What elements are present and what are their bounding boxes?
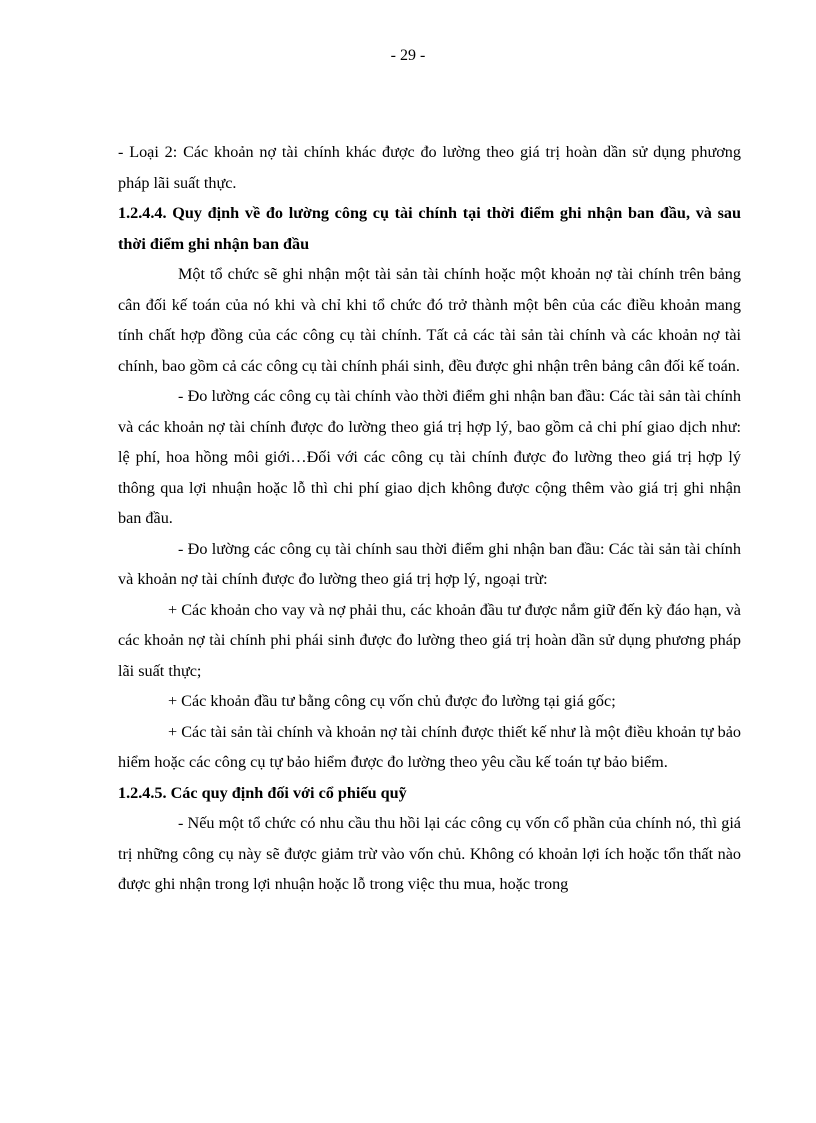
section-heading-1-2-4-5: 1.2.4.5. Các quy định đối với cổ phiếu quỹ	[118, 783, 407, 802]
list-item-equity-investments: + Các khoản đầu tư bằng công cụ vốn chủ được đo lường tại giá gốc;	[168, 692, 616, 710]
document-body	[118, 137, 741, 900]
list-item-hedging: + Các tài sản tài chính và khoản nợ tài chính được thiết kế như là một điều khoản tự bảo hiểm hoặc các công cụ tự bảo hiểm được đo lường theo yêu cầu kế toán tự bảo biểm.	[118, 722, 741, 771]
section-heading-1-2-4-4: 1.2.4.4. Quy định về đo lường công cụ tài chính tại thời điểm ghi nhận ban đầu, và sau thời điểm ghi nhận ban đầu	[118, 204, 741, 253]
paragraph-loai-2: - Loại 2: Các khoản nợ tài chính khác được đo lường theo giá trị hoàn dần sử dụng phương pháp lãi suất thực.	[118, 143, 741, 192]
paragraph-initial-measurement: - Đo lường các công cụ tài chính vào thời điểm ghi nhận ban đầu: Các tài sản tài chính và các khoản nợ tài chính được đo lường theo giá trị hợp lý, bao gồm cả chi phí giao dịch như: lệ phí, hoa hồng môi giới…Đối với các công cụ tài chính được đo lường theo giá trị hợp lý thông qua lợi nhuận hoặc lỗ thì chi phí giao dịch không được cộng thêm vào giá trị ghi nhận ban đầu.	[118, 387, 741, 527]
paragraph-treasury-shares: - Nếu một tổ chức có nhu cầu thu hồi lại các công cụ vốn cổ phần của chính nó, thì giá trị những công cụ này sẽ được giảm trừ vào vốn chủ. Không có khoản lợi ích hoặc tổn thất nào được ghi nhận trong lợi nhuận hoặc lỗ trong việc thu mua, hoặc trong	[118, 814, 741, 893]
paragraph-subsequent-measurement: - Đo lường các công cụ tài chính sau thời điểm ghi nhận ban đầu: Các tài sản tài chính và khoản nợ tài chính được đo lường theo giá trị hợp lý, ngoại trừ:	[118, 539, 741, 588]
paragraph-recognition: Một tổ chức sẽ ghi nhận một tài sản tài chính hoặc một khoản nợ tài chính trên bảng cân đối kế toán của nó khi và chỉ khi tổ chức đó trở thành một bên của các điều khoản mang tính chất hợp đồng của các công cụ tài chính. Tất cả các tài sản tài chính và các khoản nợ tài chính, bao gồm cả các công cụ tài chính phái sinh, đều được ghi nhận trên bảng cân đối kế toán.	[118, 265, 741, 375]
list-item-loans-receivables: + Các khoản cho vay và nợ phải thu, các khoản đầu tư được nắm giữ đến kỳ đáo hạn, và các khoản nợ tài chính phi phái sinh được đo lường theo giá trị hoàn dần sử dụng phương pháp lãi suất thực;	[118, 600, 741, 680]
page-number: - 29 -	[390, 47, 426, 64]
